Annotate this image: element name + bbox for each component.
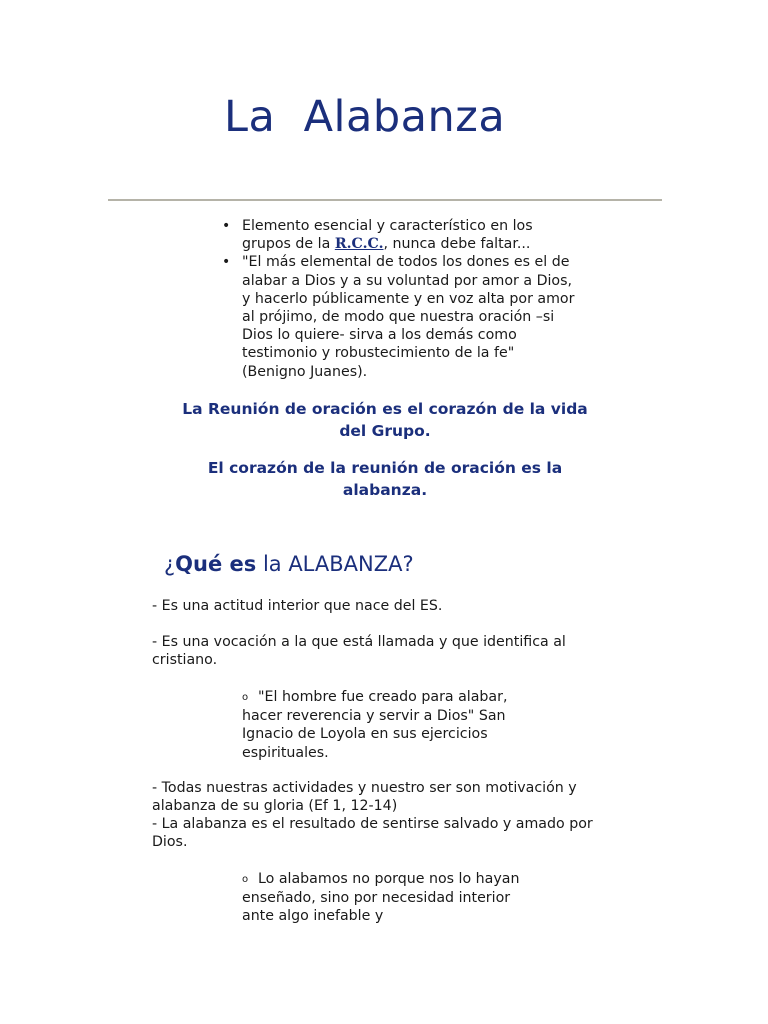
list-item bbox=[222, 217, 582, 253]
bullet-text: , nunca debe faltar... bbox=[383, 236, 531, 253]
heading-open-mark: ¿ bbox=[164, 552, 176, 576]
heading-text: la ALABANZA? bbox=[256, 552, 414, 576]
list-item bbox=[242, 688, 542, 762]
page-title: La Alabanza bbox=[224, 92, 506, 142]
sub-list bbox=[242, 688, 542, 762]
highlight-statement: La Reunión de oración es el corazón de la vida del Grupo. bbox=[182, 400, 588, 440]
highlight-statement: El corazón de la reunión de oración es la alabanza. bbox=[207, 459, 563, 499]
bullet-text: Elemento esencial y característico en los grupos de la bbox=[242, 218, 533, 253]
sub-item-text: Lo alabamos no porque nos lo hayan enseñado, sino por necesidad interior ante algo inefable y bbox=[242, 871, 520, 925]
sub-item-text: "El hombre fue creado para alabar, hacer reverencia y servir a Dios" San Ignacio de Loyola en sus ejercicios espirituales. bbox=[242, 689, 508, 761]
sub-list bbox=[242, 870, 542, 926]
bullet-text: "El más elemental de todos los dones es el de alabar a Dios y a su voluntad por amor a Dios, y hacerlo públicamente y en voz alta por amor al prójimo, de modo que nuestra oración –si Dios lo quiere- sirva a los demás como testimonio y robustecimiento de la fe" (Benigno Juanes). bbox=[242, 254, 575, 380]
rcc-link[interactable]: R.C.C. bbox=[334, 236, 384, 253]
list-item bbox=[242, 870, 542, 926]
circle-bullet-icon: o bbox=[242, 874, 249, 885]
section-heading bbox=[164, 552, 414, 576]
bullet-icon: • bbox=[222, 254, 231, 271]
paragraph: - Es una actitud interior que nace del ES. bbox=[152, 598, 443, 614]
paragraph: - Todas nuestras actividades y nuestro ser son motivación y alabanza de su gloria (Ef 1, 12-14) bbox=[152, 780, 577, 815]
list-item bbox=[222, 253, 582, 380]
horizontal-rule bbox=[108, 199, 662, 201]
bullet-icon: • bbox=[222, 218, 231, 234]
paragraph: - Es una vocación a la que está llamada y que identifica al cristiano. bbox=[152, 634, 566, 669]
paragraph: - La alabanza es el resultado de sentirse salvado y amado por Dios. bbox=[152, 816, 593, 851]
heading-bold-text: Qué es bbox=[175, 552, 257, 576]
intro-bullet-list bbox=[222, 217, 582, 381]
circle-bullet-icon: o bbox=[242, 692, 249, 703]
